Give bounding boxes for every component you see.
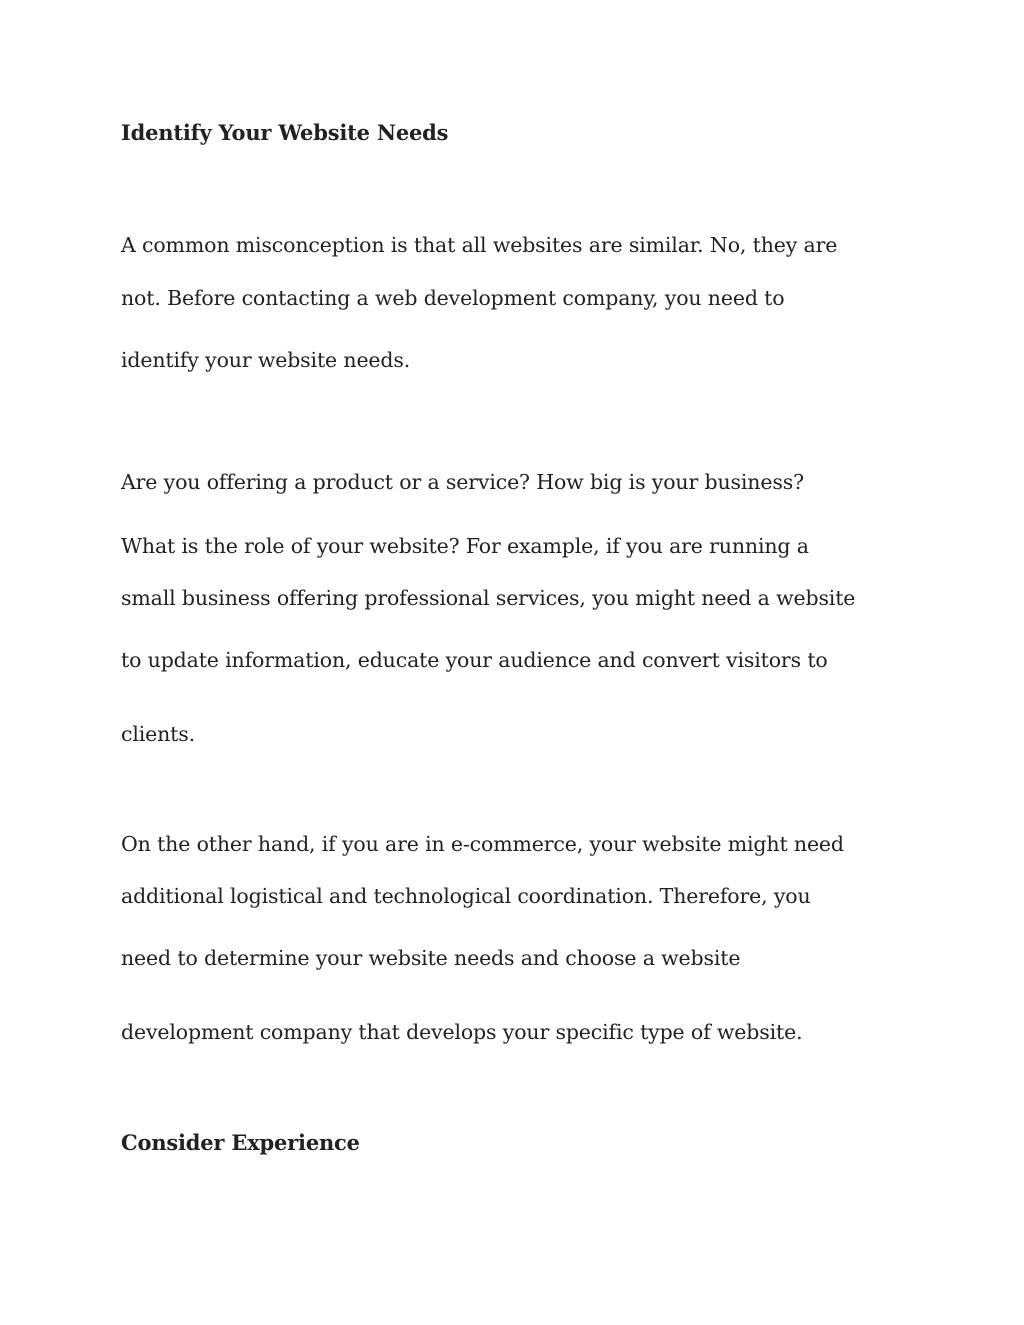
paragraph-line: need to determine your website needs and choose a website [121, 946, 741, 970]
section-heading-identify-needs: Identify Your Website Needs [121, 120, 449, 145]
paragraph-line: to update information, educate your audience and convert visitors to [121, 648, 828, 672]
paragraph-line: A common misconception is that all websites are similar. No, they are [121, 233, 838, 257]
paragraph-line: On the other hand, if you are in e-commerce, your website might need [121, 832, 844, 856]
paragraph-line: additional logistical and technological coordination. Therefore, you [121, 884, 811, 908]
paragraph-line: identify your website needs. [121, 348, 411, 372]
paragraph-line: What is the role of your website? For example, if you are running a [121, 534, 809, 558]
paragraph-line: development company that develops your specific type of website. [121, 1020, 803, 1044]
section-heading-consider-experience: Consider Experience [121, 1130, 360, 1155]
paragraph-line: clients. [121, 722, 196, 746]
paragraph-line: not. Before contacting a web development company, you need to [121, 286, 785, 310]
paragraph-line: small business offering professional services, you might need a website [121, 586, 856, 610]
paragraph-line: Are you offering a product or a service? How big is your business? [121, 470, 804, 494]
